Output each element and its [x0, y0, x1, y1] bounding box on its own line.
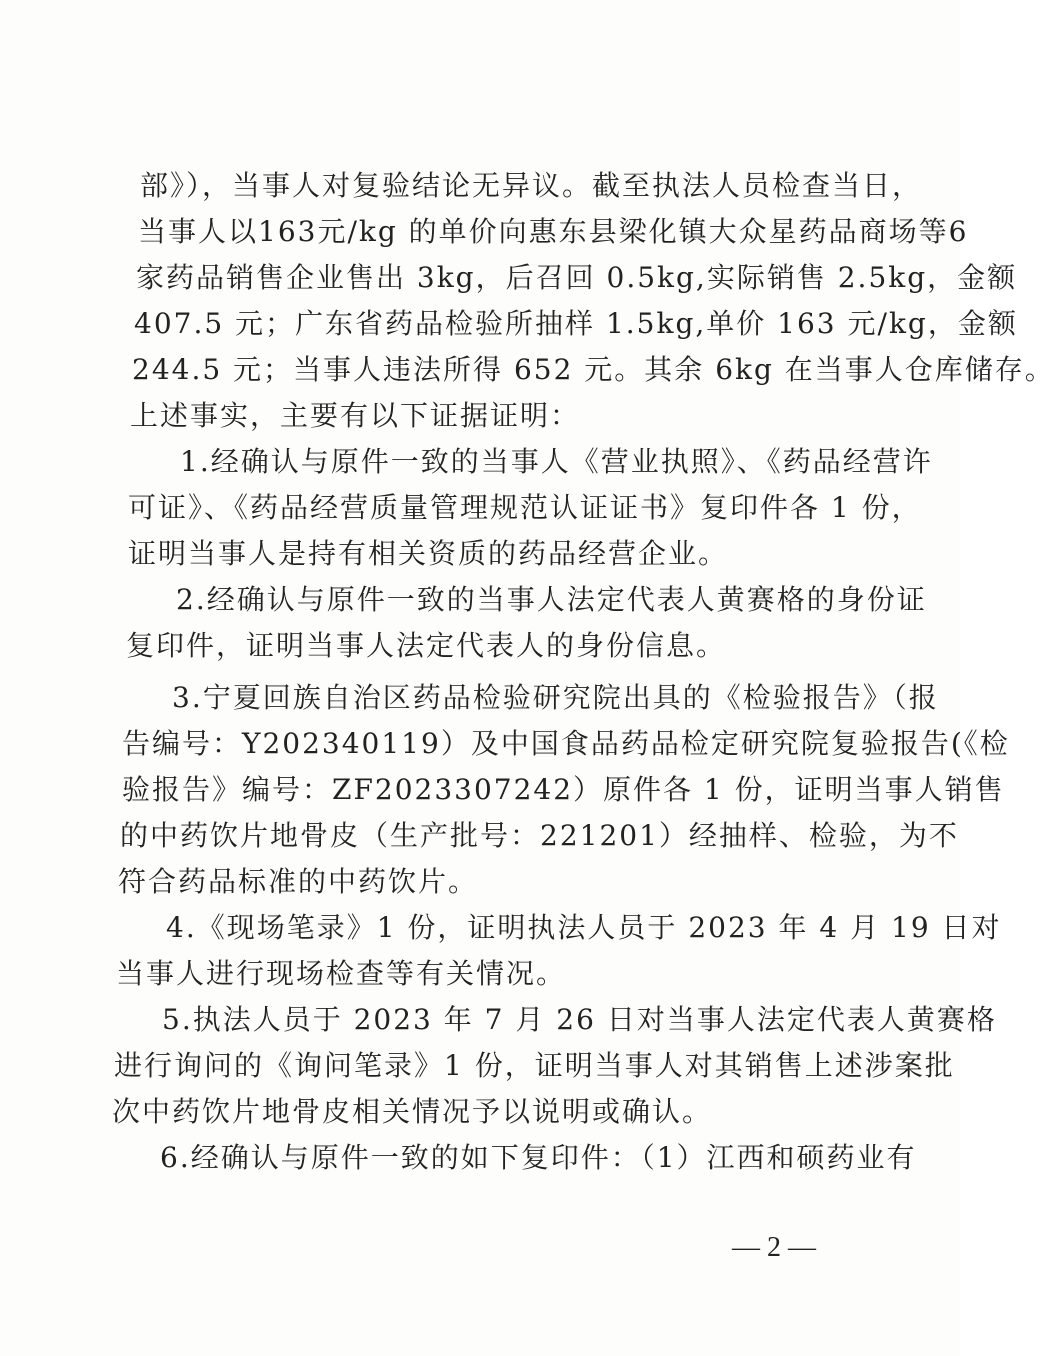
page-number: — 2 — [732, 1232, 816, 1263]
text-line: 验报告》编号：ZF2023307242）原件各 1 份，证明当事人销售 [122, 773, 1005, 806]
text-line: 1.经确认与原件一致的当事人《营业执照》、《药品经营许 [180, 445, 933, 478]
text-line: 6.经确认与原件一致的如下复印件：（1）江西和硕药业有 [160, 1141, 917, 1174]
text-line: 部》），当事人对复验结论无异议。截至执法人员检查当日， [140, 169, 923, 202]
text-line: 当事人以163元/kg 的单价向惠东县梁化镇大众星药品商场等6 [138, 215, 969, 248]
text-line: 407.5 元；广东省药品检验所抽样 1.5kg,单价 163 元/kg，金额 [134, 307, 1018, 340]
text-line: 可证》、《药品经营质量管理规范认证证书》复印件各 1 份， [128, 491, 922, 524]
text-line: 次中药饮片地骨皮相关情况予以说明或确认。 [112, 1095, 713, 1128]
text-line: 复印件，证明当事人法定代表人的身份信息。 [126, 629, 727, 662]
text-line: 244.5 元；当事人违法所得 652 元。其余 6kg 在当事人仓库储存。 [132, 353, 1055, 386]
text-line: 证明当事人是持有相关资质的药品经营企业。 [128, 537, 729, 570]
text-line: 3.宁夏回族自治区药品检验研究院出具的《检验报告》（报 [172, 681, 939, 714]
text-line: 进行询问的《询问笔录》1 份，证明当事人对其销售上述涉案批 [114, 1049, 955, 1082]
text-line: 当事人进行现场检查等有关情况。 [116, 957, 567, 990]
text-line: 告编号：Y202340119）及中国食品药品检定研究院复验报告(《检 [122, 727, 1010, 760]
text-line: 2.经确认与原件一致的当事人法定代表人黄赛格的身份证 [176, 583, 927, 616]
text-line: 上述事实，主要有以下证据证明： [130, 399, 581, 432]
text-line: 家药品销售企业售出 3kg，后召回 0.5kg,实际销售 2.5kg，金额 [136, 261, 1018, 294]
text-line: 4.《现场笔录》1 份，证明执法人员于 2023 年 4 月 19 日对 [166, 911, 1002, 944]
text-line: 符合药品标准的中药饮片。 [118, 865, 479, 898]
text-line: 的中药饮片地骨皮（生产批号：221201）经抽样、检验，为不 [120, 819, 959, 852]
text-line: 5.执法人员于 2023 年 7 月 26 日对当事人法定代表人黄赛格 [162, 1003, 997, 1036]
